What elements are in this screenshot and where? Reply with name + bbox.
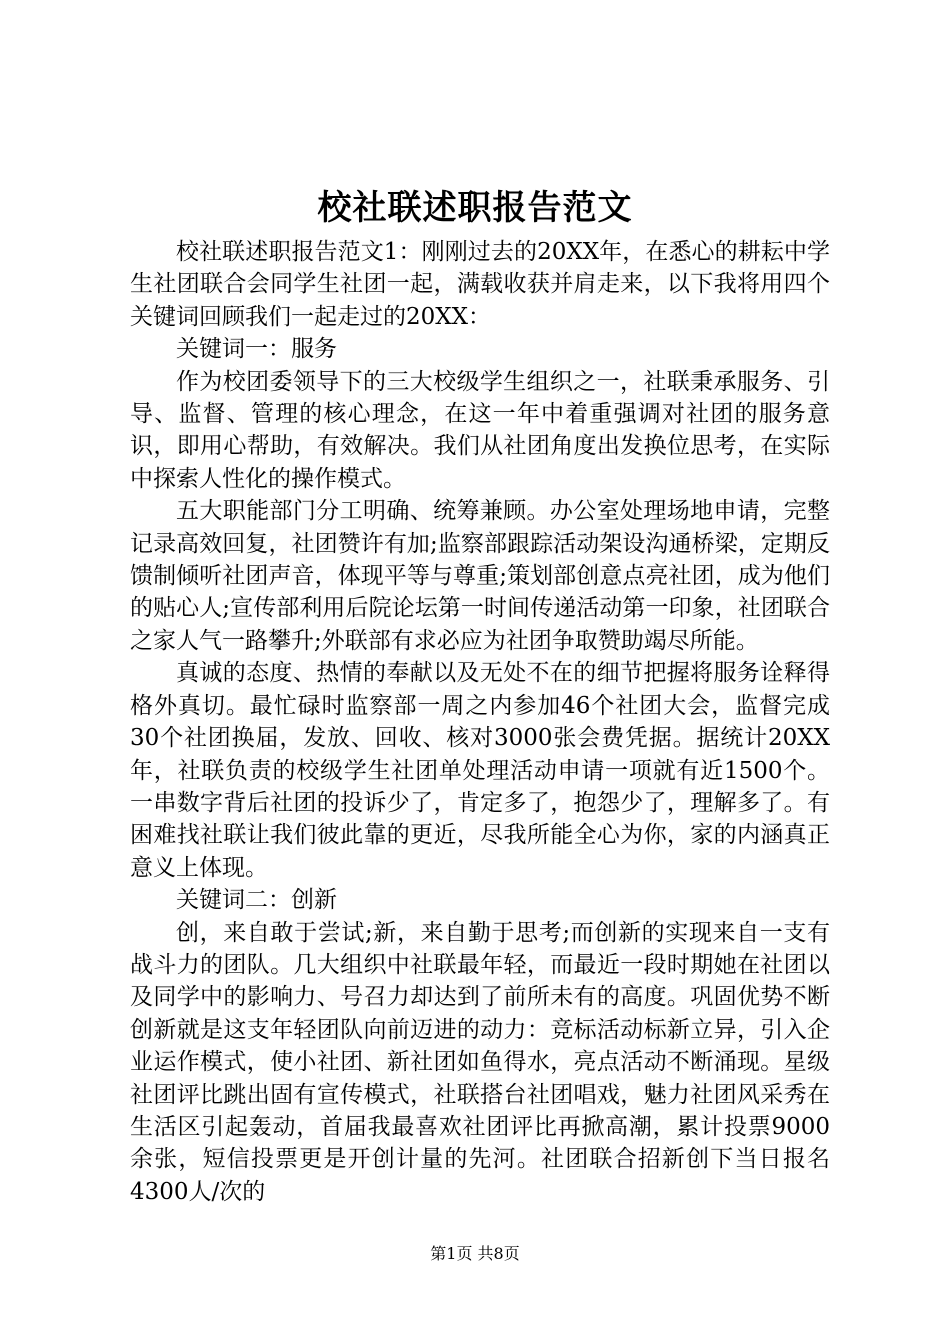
keyword-heading-service: 关键词一：服务 bbox=[176, 336, 337, 363]
paragraph-innovation: 创，来自敢于尝试;新，来自勤于思考;而创新的实现来自一支有战斗力的团队。几大组织中社联最年轻，而最近一段时期她在社团以及同学中的影响力、号召力却达到了前所未有的高度。巩固优势不断创新就是这支年轻团队向前迈进的动力：竞标活动标新立异，引入企业运作模式，使小社团、新社团如鱼得水，亮点活动不断涌现。星级社团评比跳出固有宣传模式，社联搭台社团唱戏，魅力社团风采秀在生活区引起轰动，首届我最喜欢社团评比再掀高潮，累计投票9000余张，短信投票更是开创计量的先河。社团联合招新创下当日报名4300人/次的 bbox=[130, 919, 830, 1205]
paragraph-departments: 五大职能部门分工明确、统筹兼顾。办公室处理场地申请，完整记录高效回复，社团赞许有加;监察部跟踪活动架设沟通桥梁，定期反馈制倾听社团声音，体现平等与尊重;策划部创意点亮社团，成为他们的贴心人;宣传部利用后院论坛第一时间传递活动第一印象，社团联合之家人气一路攀升;外联部有求必应为社团争取赞助竭尽所能。 bbox=[130, 498, 830, 654]
document-title: 校社联述职报告范文 bbox=[317, 188, 633, 228]
keyword-heading-innovation: 关键词二：创新 bbox=[176, 887, 337, 914]
paragraph-service-stats: 真诚的态度、热情的奉献以及无处不在的细节把握将服务诠释得格外真切。最忙碌时监察部一周之内参加46个社团大会，监督完成30个社团换届，发放、回收、核对3000张会费凭据。据统计20XX年，社联负责的校级学生社团单处理活动申请一项就有近1500个。一串数字背后社团的投诉少了，肯定多了，抱怨少了，理解多了。有困难找社联让我们彼此靠的更近，尽我所能全心为你，家的内涵真正意义上体现。 bbox=[130, 660, 830, 881]
paragraph-service-concept: 作为校团委领导下的三大校级学生组织之一，社联秉承服务、引导、监督、管理的核心理念，在这一年中着重强调对社团的服务意识，即用心帮助，有效解决。我们从社团角度出发换位思考，在实际中探索人性化的操作模式。 bbox=[130, 368, 830, 492]
paragraph-intro: 校社联述职报告范文1：刚刚过去的20XX年，在悉心的耕耘中学生社团联合会同学生社团一起，满载收获并肩走来，以下我将用四个关键词回顾我们一起走过的20XX： bbox=[130, 239, 830, 330]
page-number-footer: 第1页 共8页 bbox=[430, 1244, 520, 1263]
document-body bbox=[130, 236, 830, 1208]
